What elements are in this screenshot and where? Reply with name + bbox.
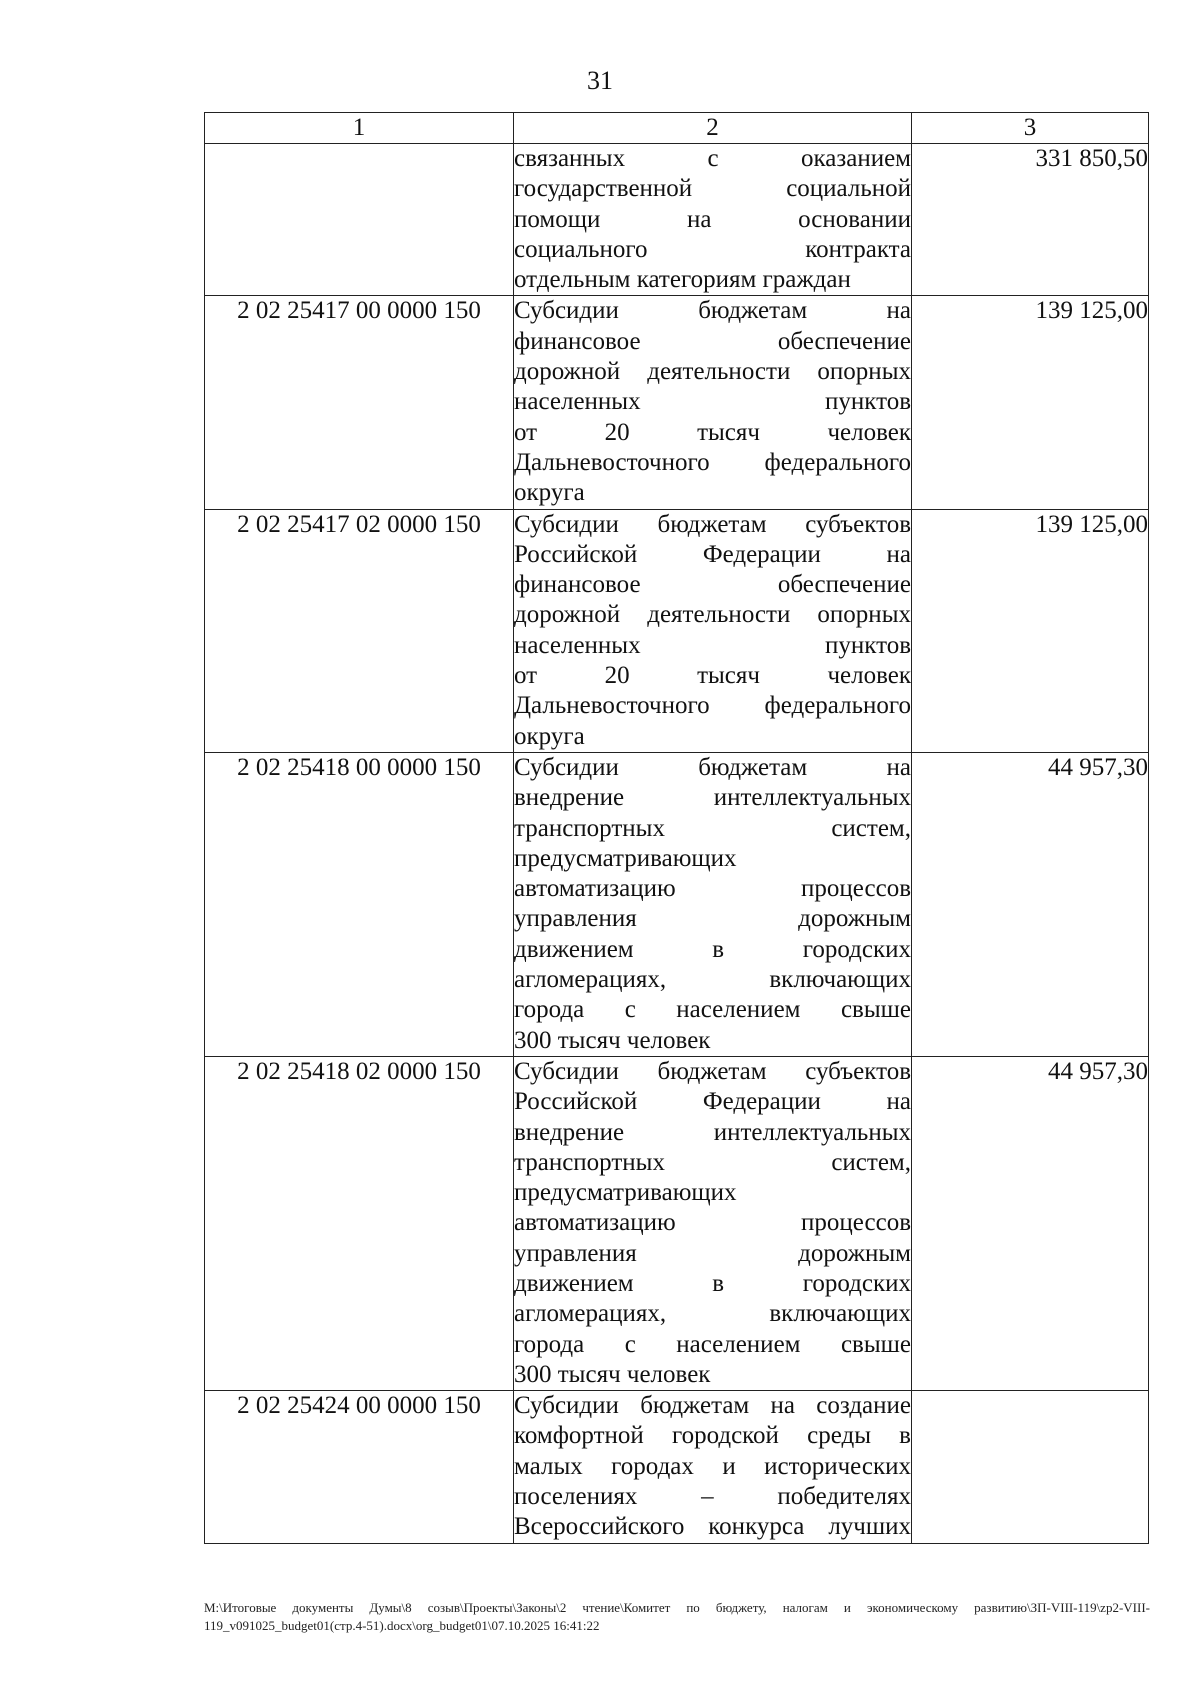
table-row <box>205 1391 1149 1543</box>
description-line: Российской Федерации на <box>514 540 911 568</box>
amount-cell: 331 850,50 <box>912 144 1149 296</box>
description-line: связанных с оказанием <box>514 145 911 172</box>
income-code-cell: 2 02 25418 00 0000 150 <box>205 752 514 1056</box>
income-description-cell <box>514 296 912 509</box>
document-file-path: M:\Итоговые документы Думы\8 созыв\Проекты\Законы\2 чтение\Комитет по бюджету, налогам и экономическому развитию\ЗП-VIII-119\zp2-VIII-119_v091025_budget01(стр.4-51).docx\org_budget01\07.10.2025 16:41:22 <box>204 1600 1150 1633</box>
description-line: управления дорожным <box>514 905 911 933</box>
description-line: малых городах и исторических <box>514 1452 911 1480</box>
column-header-1: 1 <box>205 113 514 144</box>
description-line: автоматизацию процессов <box>514 1209 911 1237</box>
description-line: Дальневосточного федерального <box>514 692 911 720</box>
income-code-cell: 2 02 25417 02 0000 150 <box>205 509 514 752</box>
income-description-cell <box>514 752 912 1056</box>
description-line: от 20 тысяч человек <box>514 662 911 690</box>
income-code-cell: 2 02 25424 00 0000 150 <box>205 1391 514 1543</box>
description-line: города с населением свыше <box>514 1330 911 1358</box>
description-line: предусматривающих <box>514 1179 737 1207</box>
description-line: города с населением свыше <box>514 996 911 1024</box>
description-line: населенных пунктов <box>514 388 911 416</box>
table-row <box>205 752 1149 1056</box>
amount-cell: 139 125,00 <box>912 509 1149 752</box>
description-line: Дальневосточного федерального <box>514 448 911 476</box>
description-line: Всероссийского конкурса лучших <box>514 1513 911 1541</box>
table-row <box>205 509 1149 752</box>
income-code-cell: 2 02 25417 00 0000 150 <box>205 296 514 509</box>
budget-table <box>204 112 1149 1544</box>
amount-cell <box>912 1391 1149 1543</box>
amount-cell: 44 957,30 <box>912 1056 1149 1390</box>
income-description-cell <box>514 144 912 296</box>
description-line: 300 тысяч человек <box>514 1026 711 1054</box>
description-line: финансовое обеспечение <box>514 571 911 599</box>
description-line: государственной социальной <box>514 175 911 203</box>
income-description-cell <box>514 1056 912 1390</box>
table-row <box>205 296 1149 509</box>
description-line: отдельным категориям граждан <box>514 266 851 294</box>
column-header-3: 3 <box>912 113 1149 144</box>
description-line: Субсидии бюджетам на <box>514 753 911 781</box>
description-line: движением в городских <box>514 935 911 963</box>
column-header-2: 2 <box>514 113 912 144</box>
amount-cell: 139 125,00 <box>912 296 1149 509</box>
description-line: дорожной деятельности опорных <box>514 601 911 629</box>
description-line: агломерациях, включающих <box>514 1300 911 1328</box>
description-line: автоматизацию процессов <box>514 875 911 903</box>
amount-cell: 44 957,30 <box>912 752 1149 1056</box>
income-description-cell <box>514 509 912 752</box>
description-line: внедрение интеллектуальных <box>514 1118 911 1146</box>
description-line: агломерациях, включающих <box>514 966 911 994</box>
description-line: финансовое обеспечение <box>514 327 911 355</box>
description-line: транспортных систем, <box>514 814 911 842</box>
description-line: Российской Федерации на <box>514 1088 911 1116</box>
description-line: округа <box>514 722 585 750</box>
description-line: поселениях – победителях <box>514 1483 911 1511</box>
description-line: Субсидии бюджетам на создание <box>514 1392 911 1420</box>
description-line: от 20 тысяч человек <box>514 418 911 446</box>
description-line: управления дорожным <box>514 1239 911 1267</box>
table-body <box>205 144 1149 1544</box>
description-line: дорожной деятельности опорных <box>514 358 911 386</box>
description-line: движением в городских <box>514 1269 911 1297</box>
description-line: населенных пунктов <box>514 631 911 659</box>
income-code-cell: 2 02 25418 02 0000 150 <box>205 1056 514 1390</box>
income-description-cell <box>514 1391 912 1543</box>
table-row <box>205 144 1149 296</box>
description-line: 300 тысяч человек <box>514 1360 711 1388</box>
description-line: Субсидии бюджетам на <box>514 297 911 325</box>
table-row <box>205 1056 1149 1390</box>
description-line: транспортных систем, <box>514 1148 911 1176</box>
page-number: 31 <box>587 66 613 95</box>
description-line: социального контракта <box>514 235 911 263</box>
description-line: внедрение интеллектуальных <box>514 784 911 812</box>
description-line: помощи на основании <box>514 205 911 233</box>
income-code-cell <box>205 144 514 296</box>
description-line: округа <box>514 479 585 507</box>
description-line: Субсидии бюджетам субъектов <box>514 510 911 538</box>
description-line: Субсидии бюджетам субъектов <box>514 1057 911 1085</box>
description-line: комфортной городской среды в <box>514 1422 911 1450</box>
description-line: предусматривающих <box>514 844 737 872</box>
table-header-row <box>205 113 1149 144</box>
